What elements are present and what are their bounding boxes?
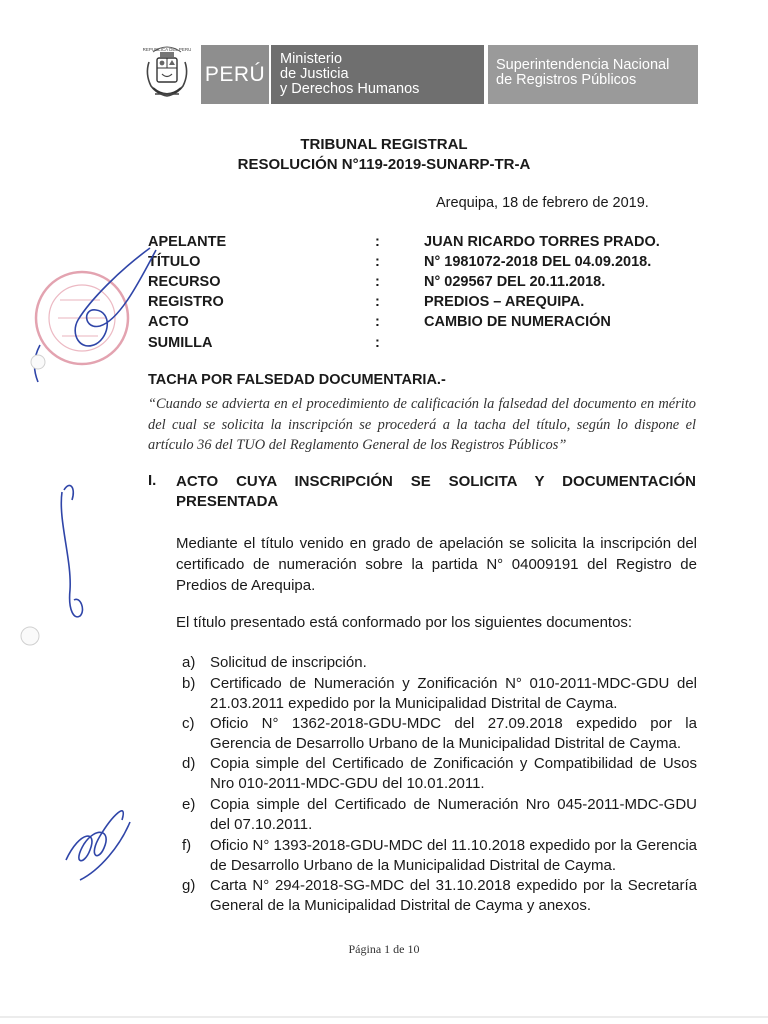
scan-edge-line <box>0 1016 768 1018</box>
section-paragraph: Mediante el título venido en grado de apelación se solicita la inscripción del certificado de numeración sobre la partida N° 04009191 del Registro de Predios de Arequipa. <box>176 535 697 594</box>
meta-value: CAMBIO DE NUMERACIÓN <box>424 314 611 330</box>
list-item-letter: a) <box>182 654 196 671</box>
punch-hole <box>21 627 39 645</box>
list-item-letter: b) <box>182 675 196 692</box>
section-number: I. <box>148 472 157 489</box>
sunarp-line: Superintendencia Nacional <box>496 57 670 73</box>
list-item-letter: e) <box>182 796 196 813</box>
list-item-letter: c) <box>182 715 195 732</box>
list-item-letter: d) <box>182 755 196 772</box>
meta-value: N° 029567 DEL 20.11.2018. <box>424 274 606 290</box>
ministry-line: y Derechos Humanos <box>280 81 420 97</box>
document-date: Arequipa, 18 de febrero de 2019. <box>436 195 649 211</box>
meta-value: N° 1981072-2018 DEL 04.09.2018. <box>424 254 652 270</box>
section-title: ACTO CUYA INSCRIPCIÓN SE SOLICITA Y DOCUMENTACIÓN PRESENTADA <box>176 473 696 510</box>
sunarp-line: de Registros Públicos <box>496 72 637 88</box>
ministry-line: Ministerio <box>280 51 343 67</box>
sumilla-quote: “Cuando se advierta en el procedimiento de calificación la falsedad del documento en mérito del cual se solicita la inscripción se procederá a la tacha del título, según lo dispone el artículo 36 del TUO del Reglamento General de los Registros Públicos” <box>148 396 696 453</box>
list-item-letter: f) <box>182 837 192 854</box>
list-item-text: Oficio N° 1362-2018-GDU-MDC del 27.09.2018 expedido por la Gerencia de Desarrollo Urbano de la Municipalidad Distrital de Cayma. <box>210 715 697 752</box>
initials-mark <box>61 485 82 616</box>
section-paragraph: El título presentado está conformado por los siguientes documentos: <box>176 614 633 631</box>
meta-value: PREDIOS – AREQUIPA. <box>424 294 585 310</box>
meta-label: APELANTE <box>148 234 227 250</box>
meta-colon: : <box>375 335 380 351</box>
list-item-text: Copia simple del Certificado de Numeración Nro 045-2011-MDC-GDU del 07.10.2011. <box>210 796 697 833</box>
ministry-line: de Justicia <box>280 66 349 82</box>
list-item-text: Certificado de Numeración y Zonificación N° 010-2011-MDC-GDU del 21.03.2011 expedido por la Municipalidad Distrital de Cayma. <box>210 675 697 712</box>
meta-colon: : <box>375 274 380 290</box>
resolution-number: RESOLUCIÓN N°119-2019-SUNARP-TR-A <box>237 156 531 173</box>
seal-text: REPUBLICA DEL PERU <box>143 47 191 52</box>
meta-label: TÍTULO <box>148 254 201 270</box>
meta-label: SUMILLA <box>148 335 213 351</box>
list-item-letter: g) <box>182 877 196 894</box>
list-item-text: Copia simple del Certificado de Zonificación y Compatibilidad de Usos Nro 010-2011-MDC-GDU del 10.01.2011. <box>210 755 697 792</box>
peru-text: PERÚ <box>204 62 266 86</box>
meta-label: REGISTRO <box>148 294 224 310</box>
tribunal-title: TRIBUNAL REGISTRAL <box>300 136 468 153</box>
meta-colon: : <box>375 314 380 330</box>
meta-value: JUAN RICARDO TORRES PRADO. <box>424 234 660 250</box>
meta-colon: : <box>375 234 380 250</box>
sumilla-heading: TACHA POR FALSEDAD DOCUMENTARIA.- <box>148 372 446 388</box>
list-item-text: Solicitud de inscripción. <box>210 654 367 671</box>
meta-label: ACTO <box>148 314 189 330</box>
meta-colon: : <box>375 254 380 270</box>
official-stamp <box>36 272 128 364</box>
rubric-mark <box>66 811 130 880</box>
punch-hole <box>31 355 45 369</box>
page-number: Página 1 de 10 <box>348 942 420 956</box>
meta-label: RECURSO <box>148 274 221 290</box>
list-item-text: Carta N° 294-2018-SG-MDC del 31.10.2018 expedido por la Secretaría General de la Municipalidad Distrital de Cayma y anexos. <box>210 877 697 914</box>
list-item-text: Oficio N° 1393-2018-GDU-MDC del 11.10.2018 expedido por la Gerencia de Desarrollo Urbano de la Municipalidad Distrital de Cayma. <box>210 837 697 874</box>
meta-colon: : <box>375 294 380 310</box>
